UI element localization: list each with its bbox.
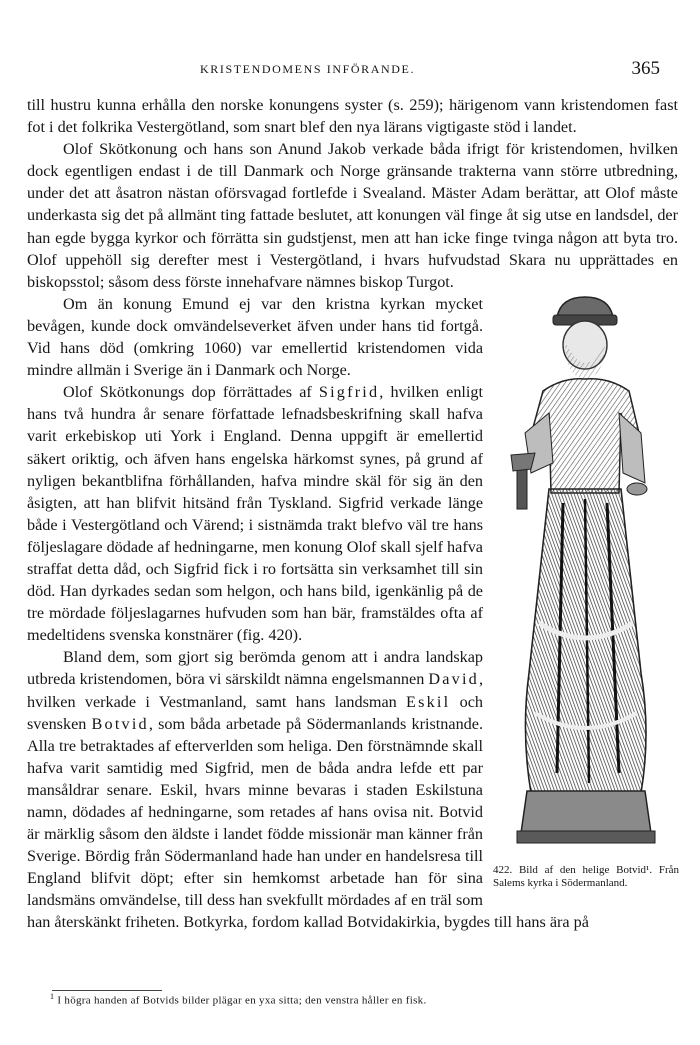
paragraph-4-text-a: Olof Skötkonungs dop förrättades af — [63, 383, 319, 402]
name-david: David — [428, 670, 479, 689]
paragraph-5-text-b: , hvilken verkade i Vestmanland, samt hans landsman — [27, 670, 483, 711]
paragraph-4-text-b: , hvilken enligt hans två hundra år senare författade lefnadsbeskrifning skall hafva varit erkebiskop uti York i England. Denna uppgift är emellertid säkert oriktig, och äfven hans engelska härkomst synes, på grund af nyligen bekantblifna förhållanden, hafva mindre skäl för sig än den åsigten, att han blifvit hitsänd från Tyskland. Sigfrid verkade länge både i Vestergötland och Värend; i sistnämda trakt blefvo väl tre hans följeslagare dödade af hedningarne, men konung Olof skall sjelf hafva straffat detta dåd, och Sigfrid fick i ro fortsätta sin verksamhet till sin död. Han dyrkades sedan som helgon, och hans bild, igenkänlig på de tre mördade följeslagarnes hufvuden som han bär, framstäldes ofta af medeltidens svenska konstnärer (fig. 420). — [27, 383, 483, 645]
saint-statue-engraving — [491, 293, 681, 853]
figure-botvid — [491, 293, 681, 897]
body-text — [27, 94, 678, 934]
running-title: KRISTENDOMENS INFÖRANDE. — [200, 62, 416, 76]
paragraph-2: Olof Skötkonung och hans son Anund Jakob verkade båda ifrigt för kristendomen, hvilken dock egentligen endast i de till Danmark och Norge gränsande trakterna vann större utbredning, under det att åsatron nästan oförsvagad fortlefde i Svealand. Mäster Adam berättar, att Olof måste underkasta sig det på allmänt ting fattade beslutet, att konungen väl finge åt sig utse en landsdel, der han egde bygga kyrkor och förrätta sin gudstjenst, men att han icke finge tvinga någon att byta tro. Olof uppehöll sig derefter mest i Vestergötland, i hvars hufvudstad Skara nu upprättades en biskopsstol; såsom dess förste innehafvare nämnes biskop Turgot. — [27, 140, 678, 291]
footnote-marker: 1 — [50, 992, 55, 1001]
footnote-text: I högra handen af Botvids bilder plägar en yxa sitta; den venstra håller en fisk. — [57, 994, 427, 1007]
figure-caption: 422. Bild af den helige Botvid¹. Från Salems kyrka i Södermanland. — [493, 863, 679, 889]
paragraph-5-text-d: , som båda arbetade på Södermanlands kristnande. Alla tre betraktades af efterverlden som heliga. Den förstnämnde skall hafva varit samtidig med Sigfrid, men de båda andra lefde ett par mansåldrar senare. Eskil, hvars minne bevaras i staden Eskilstuna namn, dödades af hedningarne, som retades af hans ovisa nit. Botvid är märklig såsom den äldste i landet födde missionär man känner från Sverige. Bördig från Södermanland hade han under en handelsresa till England blifvit döpt; efter sin hemkomst arbetade han för sina landsmäns omvändelse, till dess han svekfullt mördades af en träl som han återskänkt friheten. Botkyrka, fordom kallad Botvidakirkia, bygdes till hans ära på — [27, 714, 589, 932]
paragraph-3: Om än konung Emund ej var den kristna kyrkan mycket bevågen, kunde dock omvändelseverket äfven under hans tid fortgå. Vid hans död (omkring 1060) var emellertid kristendomen vida mindre allmän i Sverige än i Danmark och Norge. — [27, 294, 483, 380]
name-botvid: Botvid — [91, 714, 149, 733]
name-sigfrid: Sigfrid — [318, 383, 380, 402]
paragraph-1: till hustru kunna erhålla den norske konungens syster (s. 259); härigenom vann kristendomen fast fot i det folkrika Vestergötland, som snart blef den nya lärans vigtigaste stöd i landet. — [27, 96, 678, 137]
footnote — [50, 990, 670, 1008]
name-eskil: Eskil — [406, 692, 451, 711]
paragraph-5-text-c: och svensken — [27, 692, 484, 733]
page-number: 365 — [631, 58, 660, 79]
paragraph-5-text-a: Bland dem, som gjort sig berömda genom att i andra landskap utbreda kristendomen, böra vi särskildt nämna engelsmannen — [27, 648, 483, 689]
